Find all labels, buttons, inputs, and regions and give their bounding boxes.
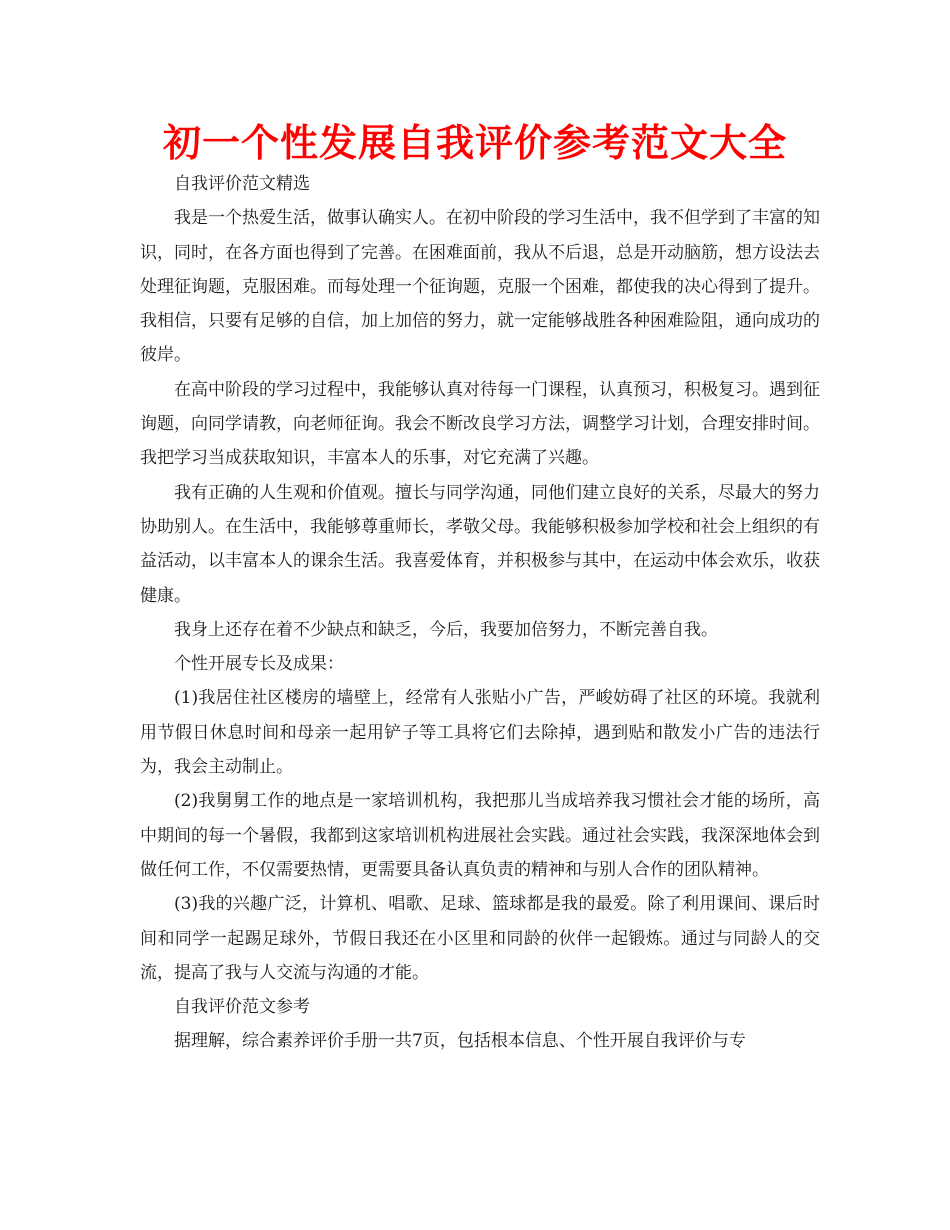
document-title: 初一个性发展自我评价参考范文大全	[162, 121, 787, 165]
section-heading-essay-selection: 自我评价范文精选	[174, 174, 310, 194]
document-body	[140, 167, 820, 1059]
list-item-2: (2)我舅舅工作的地点是一家培训机构，我把那儿当成培养我习惯社会才能的场所，高中期间的每一个暑假，我都到这家培训机构进展社会实践。通过社会实践，我深深地体会到做任何工作，不仅需要热情，更需要具备认真负责的精神和与别人合作的团队精神。	[140, 791, 820, 880]
paragraph-intro: 我是一个热爱生活，做事认确实人。在初中阶段的学习生活中，我不但学到了丰富的知识，同时，在各方面也得到了完善。在困难面前，我从不后退，总是开动脑筋，想方设法去处理征询题，克服困难。而每处理一个征询题，克服一个困难，都使我的决心得到了提升。我相信，只要有足够的自信，加上加倍的努力，就一定能够战胜各种困难险阻，通向成功的彼岸。	[140, 208, 820, 366]
paragraph-handbook: 据理解，综合素养评价手册一共7页，包括根本信息、个性开展自我评价与专	[174, 1031, 746, 1052]
list-item-3: (3)我的兴趣广泛，计算机、唱歌、足球、篮球都是我的最爱。除了利用课间、课后时间和同学一起踢足球外，节假日我还在小区里和同龄的伙伴一起锻炼。通过与同龄人的交流，提高了我与人交流与沟通的才能。	[140, 894, 820, 983]
section-heading-essay-reference: 自我评价范文参考	[174, 997, 310, 1018]
section-heading-strengths: 个性开展专长及成果：	[174, 654, 344, 675]
list-item-1: (1)我居住社区楼房的墙壁上，经常有人张贴小广告，严峻妨碍了社区的环境。我就利用节假日休息时间和母亲一起用铲子等工具将它们去除掉，遇到贴和散发小广告的违法行为，我会主动制止。	[140, 688, 820, 778]
paragraph-study: 在高中阶段的学习过程中，我能够认真对待每一门课程，认真预习，积极复习。遇到征询题，向同学请教，向老师征询。我会不断改良学习方法，调整学习计划，合理安排时间。我把学习当成获取知识，丰富本人的乐事，对它充满了兴趣。	[140, 379, 820, 469]
paragraph-values: 我有正确的人生观和价值观。擅长与同学沟通，同他们建立良好的关系，尽最大的努力协助别人。在生活中，我能够尊重师长，孝敬父母。我能够积极参加学校和社会上组织的有益活动，以丰富本人的课余生活。我喜爱体育，并积极参与其中，在运动中体会欢乐，收获健康。	[140, 482, 820, 606]
paragraph-shortcomings: 我身上还存在着不少缺点和缺乏，今后，我要加倍努力，不断完善自我。	[174, 619, 718, 640]
